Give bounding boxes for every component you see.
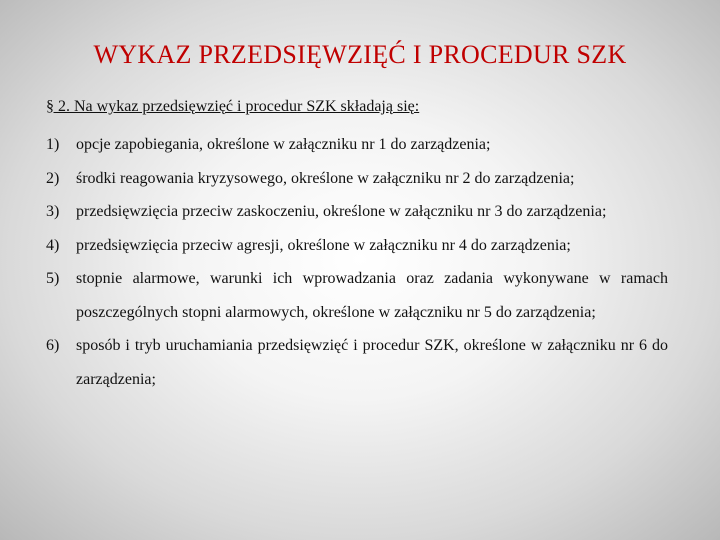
procedure-list [46,128,668,396]
slide-title: WYKAZ PRZEDSIĘWZIĘĆ I PROCEDUR SZK [93,40,627,69]
list-item-number: 1) [46,136,60,153]
section-intro: § 2. Na wykaz przedsięwzięć i procedur SZK składają się: [46,98,420,115]
list-item [46,162,668,196]
list-item [46,262,668,329]
list-item-text: przedsięwzięcia przeciw agresji, określone w załączniku nr 4 do zarządzenia; [76,236,571,254]
list-item [46,329,668,396]
list-item-number: 3) [46,203,60,220]
list-item-text: środki reagowania kryzysowego, określone w załączniku nr 2 do zarządzenia; [76,169,575,187]
list-item-number: 2) [46,169,60,187]
list-item-text: przedsięwzięcia przeciw zaskoczeniu, określone w załączniku nr 3 do zarządzenia; [76,203,607,220]
list-item [46,128,668,162]
list-item-number: 5) [46,270,60,287]
list-item-text: opcje zapobiegania, określone w załączniku nr 1 do zarządzenia; [76,136,491,153]
list-item-number: 4) [46,236,60,254]
list-item-text: sposób i tryb uruchamiania przedsięwzięć i procedur SZK, określone w załączniku nr 6 do zarządzenia; [76,337,668,388]
list-item-number: 6) [46,337,60,354]
list-item [46,195,668,229]
list-item-text: stopnie alarmowe, warunki ich wprowadzania oraz zadania wykonywane w ramach poszczególnych stopni alarmowych, określone w załączniku nr 5 do zarządzenia; [76,270,668,321]
list-item [46,229,668,263]
